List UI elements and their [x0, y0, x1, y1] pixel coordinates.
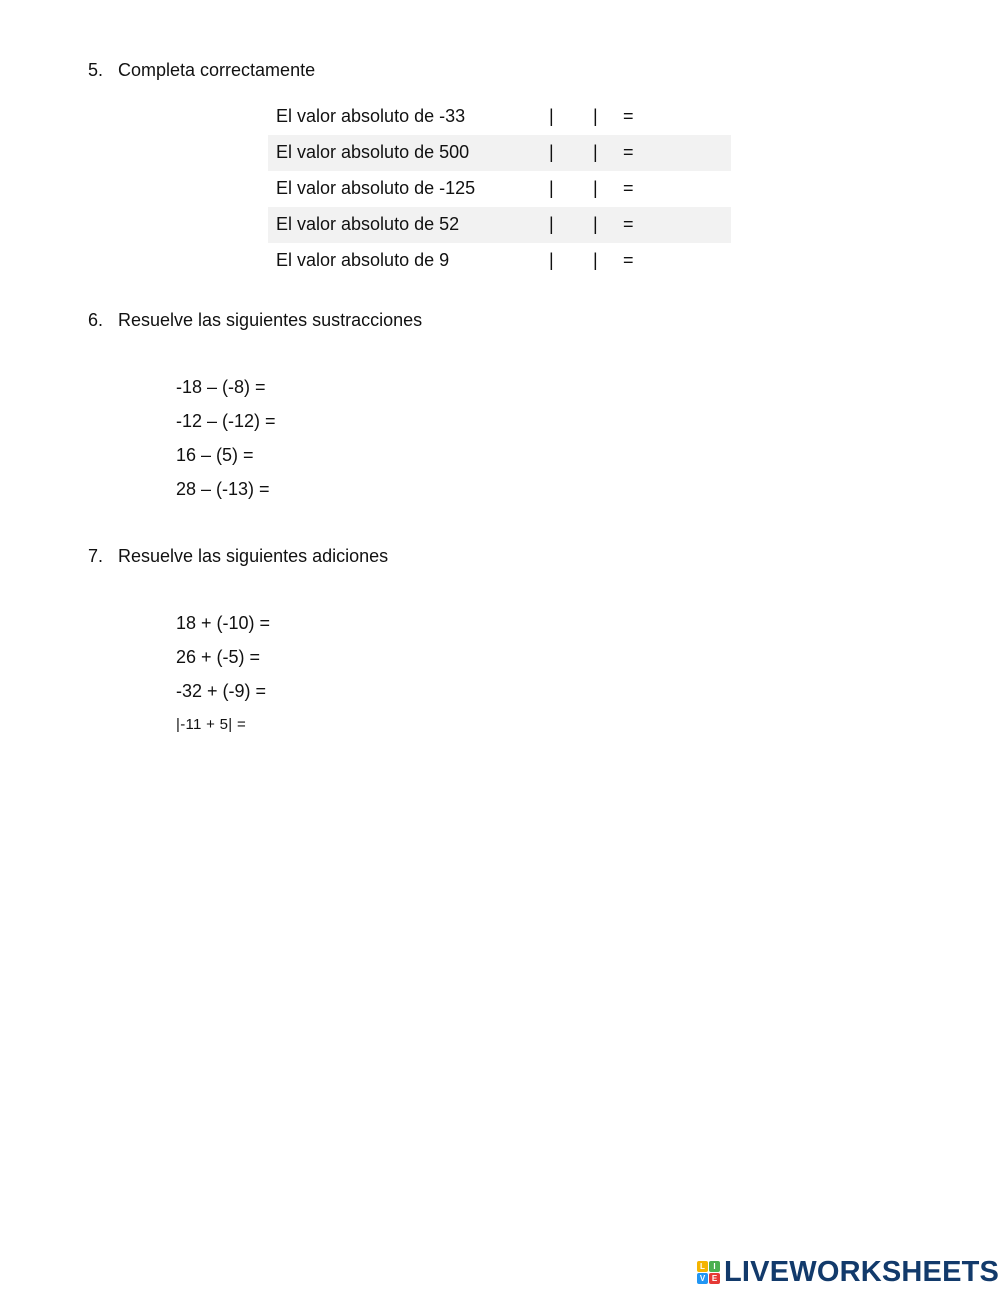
exercise-item: 28 – (-13) =	[176, 479, 270, 499]
liveworksheets-logo	[697, 1256, 999, 1289]
table-row	[268, 243, 731, 279]
row-label: El valor absoluto de -125	[276, 178, 476, 198]
equals-sign: =	[623, 106, 634, 126]
abs-bar-right: |	[593, 142, 598, 162]
question-number: 5.	[88, 60, 104, 80]
question-6-heading	[88, 310, 422, 331]
logo-text: LIVEWORKSHEETS	[724, 1256, 1000, 1288]
row-label: El valor absoluto de -33	[276, 106, 466, 126]
question-title: Resuelve las siguientes adiciones	[118, 546, 389, 566]
abs-bar-left: |	[549, 106, 554, 126]
row-label: El valor absoluto de 500	[276, 142, 470, 162]
equals-sign: =	[623, 214, 634, 234]
exercise-item: |-11 + 5| =	[176, 716, 247, 733]
question-number: 7.	[88, 546, 104, 566]
logo-block: E	[709, 1273, 720, 1284]
logo-blocks-icon	[697, 1261, 720, 1284]
abs-bar-right: |	[593, 250, 598, 270]
table-row	[268, 135, 731, 171]
subtraction-exercises	[176, 370, 276, 506]
question-5-heading	[88, 60, 315, 81]
table-row	[268, 207, 731, 243]
exercise-item: 18 + (-10) =	[176, 613, 271, 633]
exercise-item: 16 – (5) =	[176, 445, 254, 465]
abs-bar-left: |	[549, 250, 554, 270]
logo-block: I	[709, 1261, 720, 1272]
question-title: Resuelve las siguientes sustracciones	[118, 310, 423, 330]
exercise-item: -12 – (-12) =	[176, 411, 276, 431]
equals-sign: =	[623, 178, 634, 198]
exercise-item: -18 – (-8) =	[176, 377, 266, 397]
table-row	[268, 171, 731, 207]
abs-bar-right: |	[593, 214, 598, 234]
question-title: Completa correctamente	[118, 60, 316, 80]
logo-block: L	[697, 1261, 708, 1272]
abs-bar-right: |	[593, 178, 598, 198]
row-label: El valor absoluto de 9	[276, 250, 450, 270]
abs-bar-left: |	[549, 178, 554, 198]
question-7-heading	[88, 546, 388, 567]
abs-bar-left: |	[549, 142, 554, 162]
question-number: 6.	[88, 310, 104, 330]
addition-exercises	[176, 606, 270, 742]
exercise-item: 26 + (-5) =	[176, 647, 261, 667]
exercise-item: -32 + (-9) =	[176, 681, 267, 701]
equals-sign: =	[623, 250, 634, 270]
abs-bar-left: |	[549, 214, 554, 234]
equals-sign: =	[623, 142, 634, 162]
row-label: El valor absoluto de 52	[276, 214, 460, 234]
absolute-value-table	[268, 99, 731, 279]
table-row	[268, 99, 731, 135]
logo-block: V	[697, 1273, 708, 1284]
abs-bar-right: |	[593, 106, 598, 126]
